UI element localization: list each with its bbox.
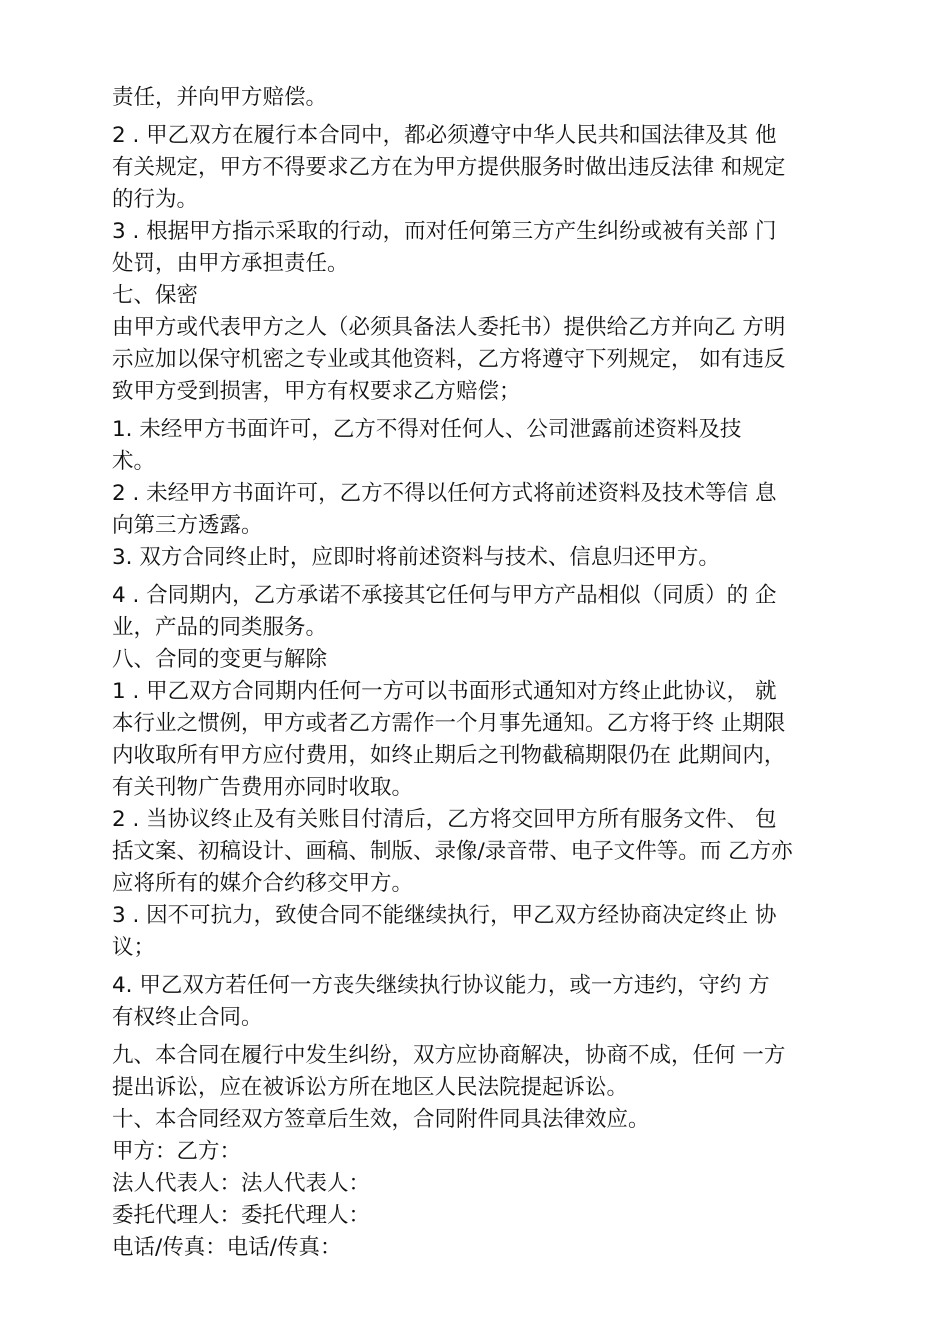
text-line: 应将所有的媒介合约移交甲方。 [112,871,414,896]
section-heading: 七、保密 [112,283,199,308]
text-line: 术。 [112,449,156,474]
text-line: 提出诉讼，应在被诉讼方所在地区人民法院提起诉讼。 [112,1075,629,1100]
text-line: 致甲方受到损害，甲方有权要求乙方赔偿； [112,379,521,404]
signature-line: 甲方：乙方： [112,1139,242,1164]
signature-line: 法人代表人：法人代表人： [112,1171,371,1196]
text-line: 示应加以保守机密之专业或其他资料，乙方将遵守下列规定， 如有违反 [112,347,786,372]
text-line: 2 . 未经甲方书面许可，乙方不得以任何方式将前述资料及技术等信 息 [112,481,777,506]
text-line: 责任，并向甲方赔偿。 [112,85,328,110]
text-line: 议； [112,935,156,960]
text-line: 3 . 根据甲方指示采取的行动，而对任何第三方产生纠纷或被有关部 门 [112,219,777,244]
section-heading: 八、合同的变更与解除 [112,647,328,672]
text-line: 括文案、初稿设计、画稿、制版、录像/录音带、电子文件等。而 乙方亦 [112,839,793,864]
text-line: 有关规定，甲方不得要求乙方在为甲方提供服务时做出违反法律 和规定 [112,155,786,180]
text-line: 4. 甲乙双方若任何一方丧失继续执行协议能力，或一方违约，守约 方 [112,973,770,998]
text-line: 2 . 甲乙双方在履行本合同中，都必须遵守中华人民共和国法律及其 他 [112,123,777,148]
text-line: 有关刊物广告费用亦同时收取。 [112,775,414,800]
signature-line: 电话/传真：电话/传真： [112,1235,342,1260]
text-line: 的行为。 [112,187,199,212]
text-line: 十、本合同经双方签章后生效，合同附件同具法律效应。 [112,1107,650,1132]
text-line: 内收取所有甲方应付费用，如终止期后之刊物截稿期限仍在 此期间内， [112,743,786,768]
text-line: 4 . 合同期内，乙方承诺不承接其它任何与甲方产品相似（同质）的 企 [112,583,777,608]
text-line: 2 . 当协议终止及有关账目付清后，乙方将交回甲方所有服务文件、 包 [112,807,777,832]
text-line: 处罚，由甲方承担责任。 [112,251,349,276]
text-line: 向第三方透露。 [112,513,263,538]
text-line: 1 . 甲乙双方合同期内任何一方可以书面形式通知对方终止此协议， 就 [112,679,777,704]
document-page [112,82,862,1264]
text-line: 1. 未经甲方书面许可，乙方不得对任何人、公司泄露前述资料及技 [112,417,742,442]
text-line: 由甲方或代表甲方之人（必须具备法人委托书）提供给乙方并向乙 方明 [112,315,786,340]
text-line: 本行业之惯例，甲方或者乙方需作一个月事先通知。乙方将于终 止期限 [112,711,786,736]
signature-line: 委托代理人：委托代理人： [112,1203,371,1228]
text-line: 业，产品的同类服务。 [112,615,328,640]
text-line: 有权终止合同。 [112,1005,263,1030]
text-line: 3. 双方合同终止时，应即时将前述资料与技术、信息归还甲方。 [112,545,720,570]
text-line: 3 . 因不可抗力，致使合同不能继续执行，甲乙双方经协商决定终止 协 [112,903,777,928]
text-line: 九、本合同在履行中发生纠纷，双方应协商解决，协商不成，任何 一方 [112,1043,786,1068]
